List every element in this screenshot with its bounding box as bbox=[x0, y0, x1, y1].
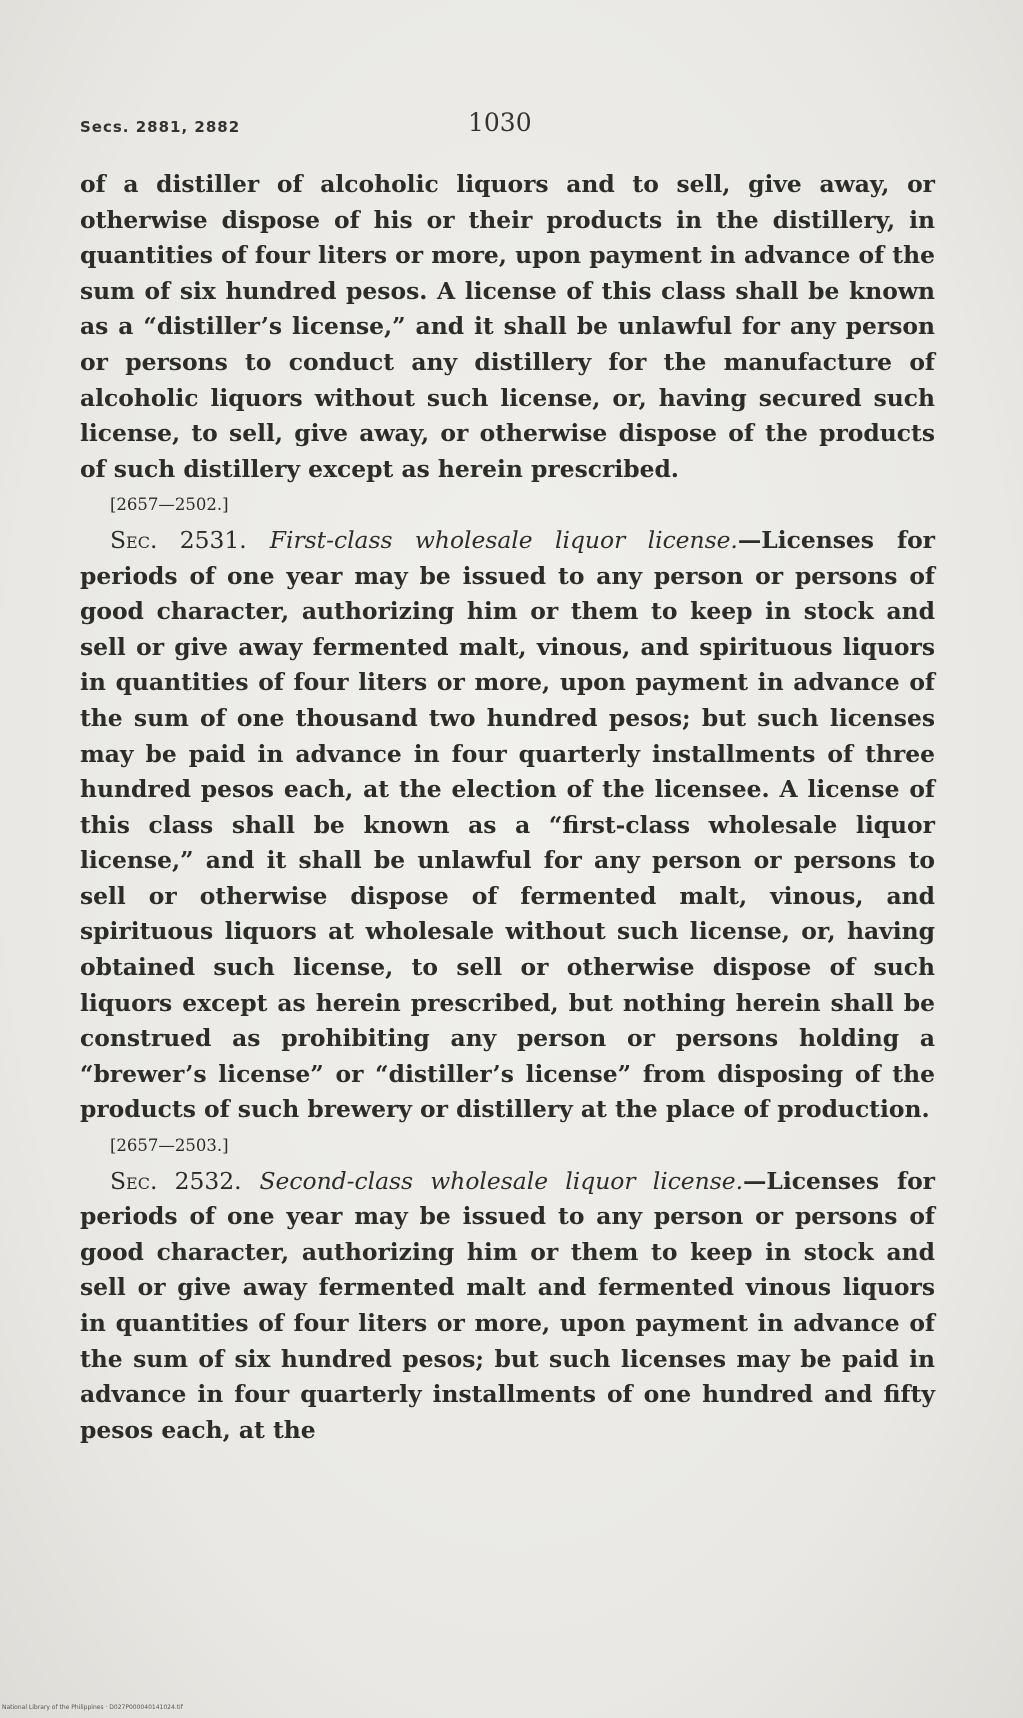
body-text bbox=[80, 167, 935, 1448]
section-title: Second-class wholesale liquor license. bbox=[259, 1166, 743, 1195]
section-title: First-class wholesale liquor license. bbox=[269, 525, 738, 554]
section-2531-paragraph bbox=[80, 523, 935, 1128]
section-label: Sec. 2531. bbox=[110, 525, 247, 554]
page-number: 1030 bbox=[468, 108, 532, 137]
section-source-ref: [2657—2502.] bbox=[110, 495, 229, 515]
section-text: —Licenses for periods of one year may be issued to any person or persons of good character, authorizing him or them to keep in stock and sell or give away fermented malt, vinous, and spirituous liquors in quantities of four liters or more, upon payment in advance of the sum of one thousand two hundred pesos; but such licenses may be paid in advance in four quarterly installments of three hundred pesos each, at the election of the licensee. A license of this class shall be known as a “first-class wholesale liquor license,” and it shall be unlawful for any person or persons to sell or otherwise dispose of fermented malt, vinous, and spirituous liquors at wholesale without such license, or, having obtained such license, to sell or otherwise dispose of such liquors except as herein prescribed, but nothing herein shall be construed as prohibiting any person or persons holding a “brewer’s license” or “distiller’s license” from disposing of the products of such brewery or distillery at the place of production. bbox=[80, 525, 935, 1124]
page-header bbox=[80, 108, 940, 142]
continuation-paragraph: of a distiller of alcoholic liquors and to sell, give away, or otherwise dispose of his or their products in the distillery, in quantities of four liters or more, upon payment in advance of the sum of six hundred pesos. A license of this class shall be known as a “distiller’s license,” and it shall be unlawful for any person or persons to conduct any distillery for the manufacture of alcoholic liquors without such license, or, having secured such license, to sell, give away, or otherwise dispose of the products of such distillery except as herein prescribed. bbox=[80, 170, 935, 483]
scan-footer: National Library of the Philippines · D027P000040141024.tif bbox=[2, 1704, 183, 1711]
section-text: —Licenses for periods of one year may be issued to any person or persons of good character, authorizing him or them to keep in stock and sell or give away fermented malt and fermented vinous liquors in quantities of four liters or more, upon payment in advance of the sum of six hundred pesos; but such licenses may be paid in advance in four quarterly installments of one hundred and fifty pesos each, at the bbox=[80, 1166, 935, 1444]
section-2532-paragraph bbox=[80, 1164, 935, 1449]
section-label: Sec. 2532. bbox=[110, 1166, 242, 1195]
section-source-ref: [2657—2503.] bbox=[110, 1136, 229, 1156]
section-reference: Secs. 2881, 2882 bbox=[80, 118, 241, 136]
